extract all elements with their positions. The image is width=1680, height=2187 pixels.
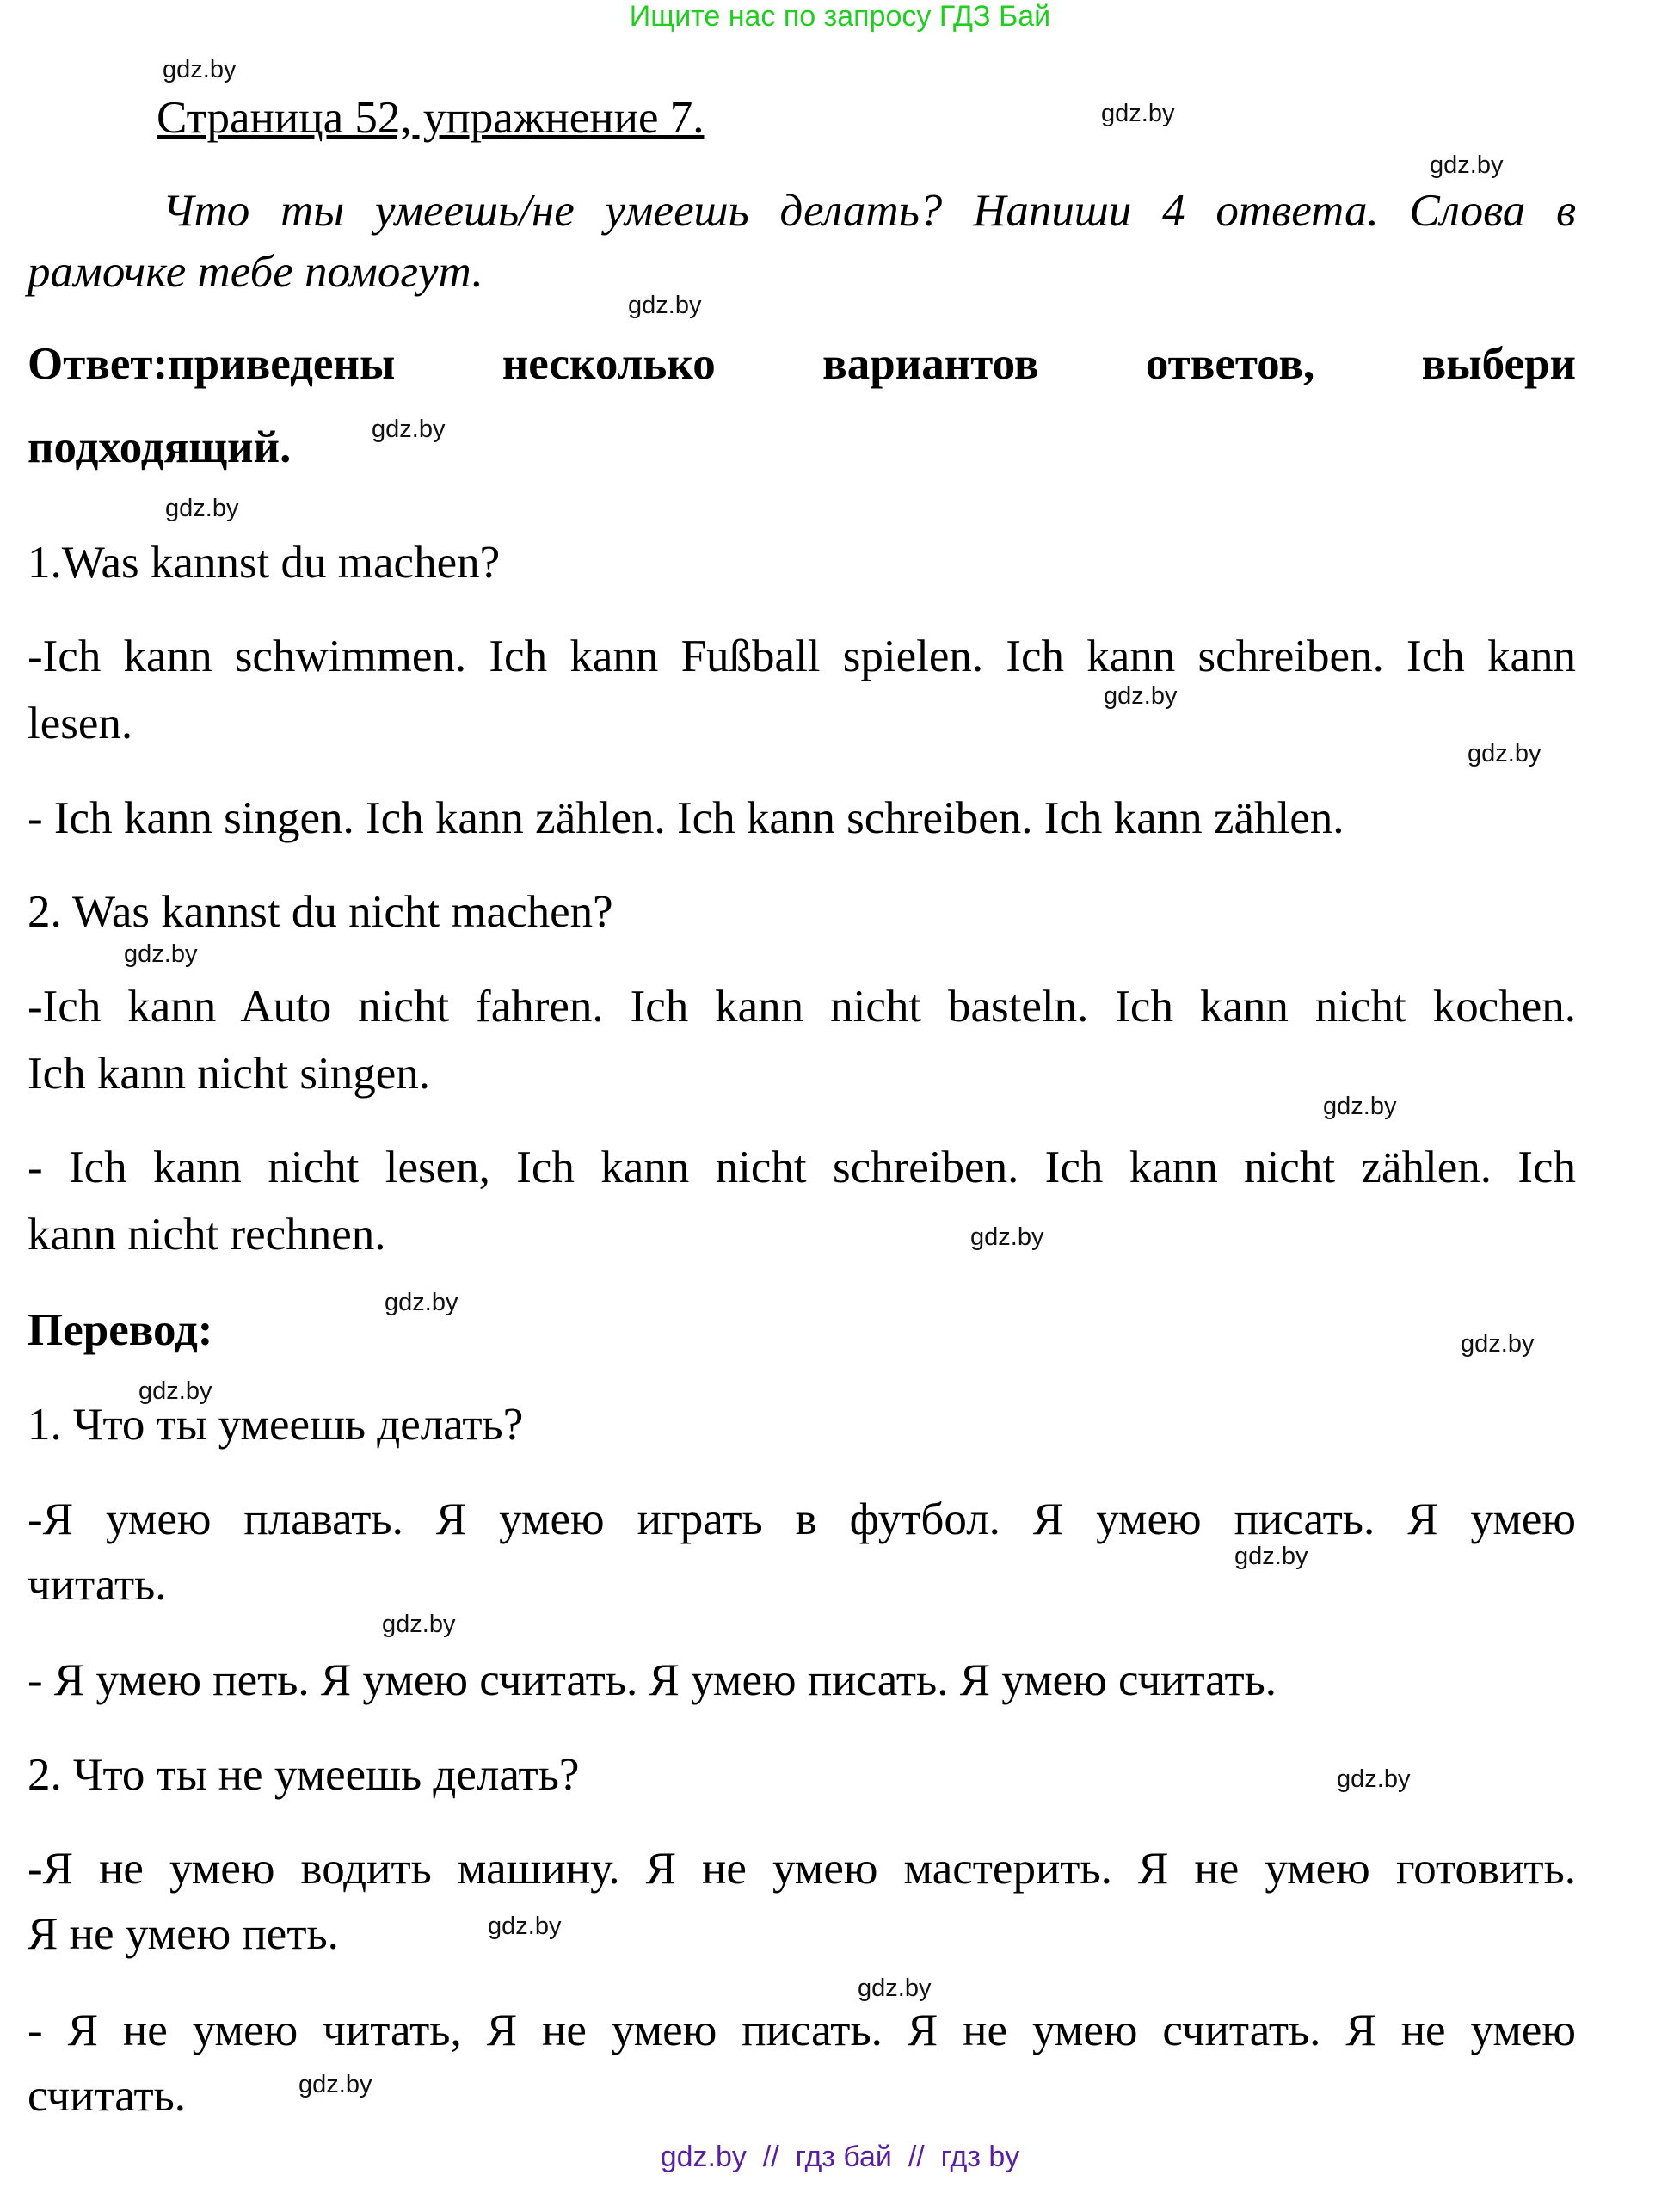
- watermark: gdz.by: [138, 1377, 212, 1405]
- search-banner: Ищите нас по запросу ГДЗ Бай: [629, 0, 1051, 33]
- watermark: gdz.by: [1337, 1765, 1411, 1793]
- russian-answer-1-line-1: -Я умею плавать. Я умею играть в футбол. Я умею писать. Я умею: [28, 1494, 1576, 1544]
- watermark: gdz.by: [628, 292, 702, 319]
- russian-answer-1-line-2: читать.: [28, 1560, 167, 1610]
- russian-answer-2-line-2: Я не умею петь.: [28, 1909, 339, 1959]
- watermark: gdz.by: [1234, 1543, 1308, 1570]
- russian-question-1: 1. Что ты умеешь делать?: [28, 1400, 524, 1450]
- german-answer-2b-line-1: - Ich kann nicht lesen, Ich kann nicht schreiben. Ich kann nicht zählen. Ich: [28, 1143, 1576, 1192]
- watermark: gdz.by: [970, 1223, 1044, 1251]
- watermark: gdz.by: [488, 1913, 562, 1940]
- watermark: gdz.by: [298, 2071, 372, 2098]
- answer-intro-line-2: подходящий.: [28, 422, 292, 472]
- german-answer-2-line-2: Ich kann nicht singen.: [28, 1049, 431, 1099]
- german-answer-1b: - Ich kann singen. Ich kann zählen. Ich kann schreiben. Ich kann zählen.: [28, 793, 1345, 843]
- footer-links[interactable]: gdz.by // гдз бай // гдз by: [660, 2141, 1020, 2173]
- german-question-2: 2. Was kannst du nicht machen?: [28, 887, 613, 937]
- watermark: gdz.by: [385, 1289, 458, 1316]
- russian-answer-2-line-1: -Я не умею водить машину. Я не умею мастерить. Я не умею готовить.: [28, 1844, 1576, 1894]
- german-answer-1-line-2: lesen.: [28, 699, 133, 749]
- russian-answer-2b-line-2: считать.: [28, 2071, 187, 2121]
- watermark: gdz.by: [124, 940, 198, 968]
- watermark: gdz.by: [382, 1611, 456, 1638]
- watermark: gdz.by: [163, 56, 237, 83]
- german-answer-2b-line-2: kann nicht rechnen.: [28, 1210, 386, 1260]
- translation-heading: Перевод:: [28, 1305, 213, 1355]
- russian-answer-2b-line-1: - Я не умею читать, Я не умею писать. Я не умею считать. Я не умею: [28, 2005, 1576, 2055]
- watermark: gdz.by: [858, 1974, 932, 2002]
- german-question-1: 1.Was kannst du machen?: [28, 538, 501, 588]
- watermark: gdz.by: [165, 495, 239, 522]
- task-line-1: Что ты умеешь/не умеешь делать? Напиши 4 ответа. Слова в: [163, 186, 1576, 236]
- watermark: gdz.by: [1104, 682, 1178, 710]
- russian-answer-1b: - Я умею петь. Я умею считать. Я умею писать. Я умею считать.: [28, 1655, 1277, 1705]
- watermark: gdz.by: [372, 416, 446, 443]
- watermark: gdz.by: [1468, 740, 1542, 767]
- russian-question-2: 2. Что ты не умеешь делать?: [28, 1750, 580, 1800]
- watermark: gdz.by: [1430, 151, 1504, 179]
- german-answer-2-line-1: -Ich kann Auto nicht fahren. Ich kann nicht basteln. Ich kann nicht kochen.: [28, 982, 1576, 1032]
- page-title: Страница 52, упражнение 7.: [157, 93, 705, 143]
- task-line-2: рамочке тебе помогут.: [28, 247, 483, 297]
- answer-intro-line-1: Ответ:приведены несколько вариантов ответов, выбери: [28, 339, 1576, 389]
- watermark: gdz.by: [1101, 100, 1175, 127]
- watermark: gdz.by: [1323, 1093, 1397, 1120]
- watermark: gdz.by: [1461, 1330, 1535, 1358]
- german-answer-1-line-1: -Ich kann schwimmen. Ich kann Fußball spielen. Ich kann schreiben. Ich kann: [28, 631, 1576, 681]
